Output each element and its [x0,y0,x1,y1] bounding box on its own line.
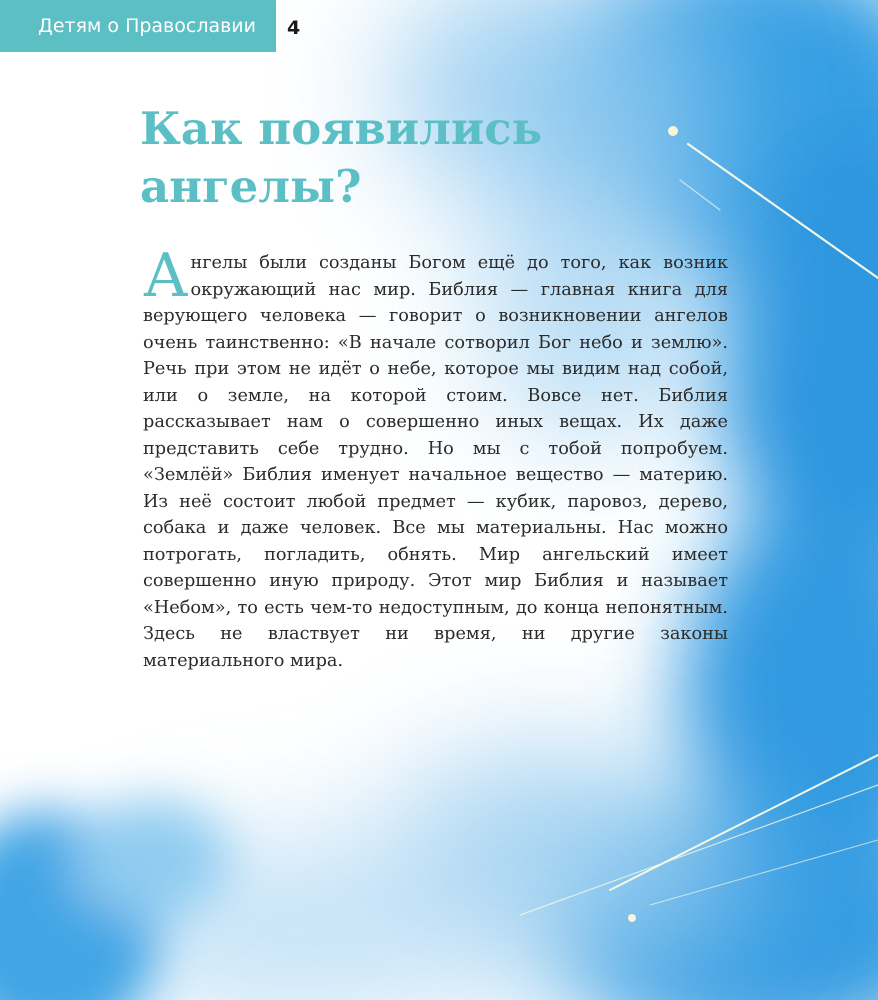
title-line-2: ангелы? [140,160,362,213]
star-dot [628,914,636,922]
star-dot [668,126,678,136]
page-number: 4 [287,17,301,39]
page-title [140,100,580,216]
article-body [143,241,728,674]
series-header-tab [0,0,276,52]
title-line-1: Как появились [140,102,543,155]
article-body-text: нгелы были созданы Богом ещё до того, как возник окружающий нас мир. Библия — главная книга для верующего человека — говорит о возникновении ангелов очень таинственно: «В начале сотворил Бог небо и землю». Речь при этом не идёт о небе, которое мы видим над собой, или о земле, на которой стоим. Вовсе нет. Библия рассказывает нам о совершенно иных вещах. Их даже представить себе трудно. Но мы с тобой попробуем. «Землёй» Библия именует начальное вещество — материю. Из неё состоит любой предмет — кубик, паровоз, дерево, собака и даже человек. Все мы материальны. Нас можно потрогать, погладить, обнять. Мир ангельский имеет совершенно иную природу. Этот мир Библия и называет «Небом», то есть чем-то недоступным, до конца непонятным. Здесь не властвует ни время, ни другие законы материального мира. [143,253,728,671]
drop-cap: А [143,241,189,311]
series-title: Детям о Православии [38,15,257,37]
